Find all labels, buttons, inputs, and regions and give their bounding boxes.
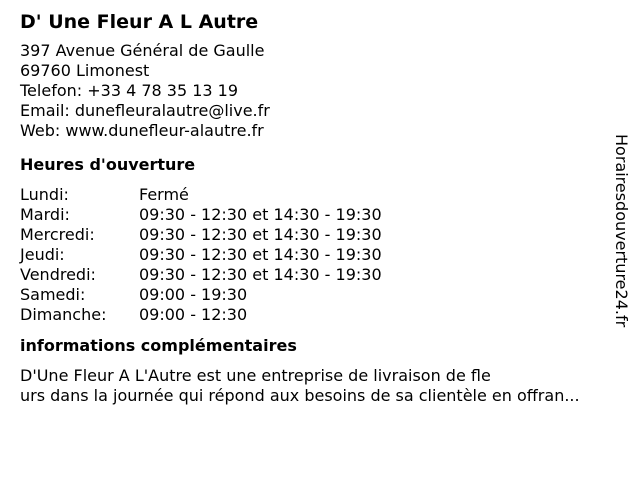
hours-time: Fermé — [139, 185, 189, 204]
hours-day: Mercredi: — [20, 225, 95, 244]
hours-day: Mardi: — [20, 205, 70, 224]
hours-table — [20, 185, 620, 325]
info-text-line1: D'Une Fleur A L'Autre est une entreprise de livraison de fle — [20, 366, 491, 385]
address-street: 397 Avenue Général de Gaulle — [20, 41, 265, 60]
hours-day: Jeudi: — [20, 245, 65, 264]
hours-row — [20, 185, 620, 205]
hours-time: 09:30 - 12:30 et 14:30 - 19:30 — [139, 265, 382, 284]
hours-time: 09:00 - 12:30 — [139, 305, 248, 324]
email-line: Email: dunefleuralautre@live.fr — [20, 101, 270, 120]
address-city: 69760 Limonest — [20, 61, 150, 80]
hours-row — [20, 205, 620, 225]
hours-time: 09:30 - 12:30 et 14:30 - 19:30 — [139, 225, 382, 244]
phone-line: Telefon: +33 4 78 35 13 19 — [20, 81, 239, 100]
business-name: D' Une Fleur A L Autre — [20, 11, 259, 33]
hours-time: 09:00 - 19:30 — [139, 285, 248, 304]
business-listing — [20, 10, 620, 406]
hours-day: Vendredi: — [20, 265, 96, 284]
contact-block — [20, 41, 620, 141]
hours-day: Dimanche: — [20, 305, 107, 324]
website-line: Web: www.dunefleur-alautre.fr — [20, 121, 264, 140]
hours-day: Samedi: — [20, 285, 86, 304]
hours-time: 09:30 - 12:30 et 14:30 - 19:30 — [139, 205, 382, 224]
hours-row — [20, 285, 620, 305]
hours-row — [20, 265, 620, 285]
hours-row — [20, 305, 620, 325]
info-text-line2: urs dans la journée qui répond aux besoins de sa clientèle en offran... — [20, 386, 580, 405]
info-heading: informations complémentaires — [20, 336, 297, 355]
hours-row — [20, 225, 620, 245]
hours-row — [20, 245, 620, 265]
hours-time: 09:30 - 12:30 et 14:30 - 19:30 — [139, 245, 382, 264]
hours-heading: Heures d'ouverture — [20, 155, 196, 174]
site-watermark: Horairesdouverture24.fr — [612, 134, 631, 328]
hours-day: Lundi: — [20, 185, 69, 204]
